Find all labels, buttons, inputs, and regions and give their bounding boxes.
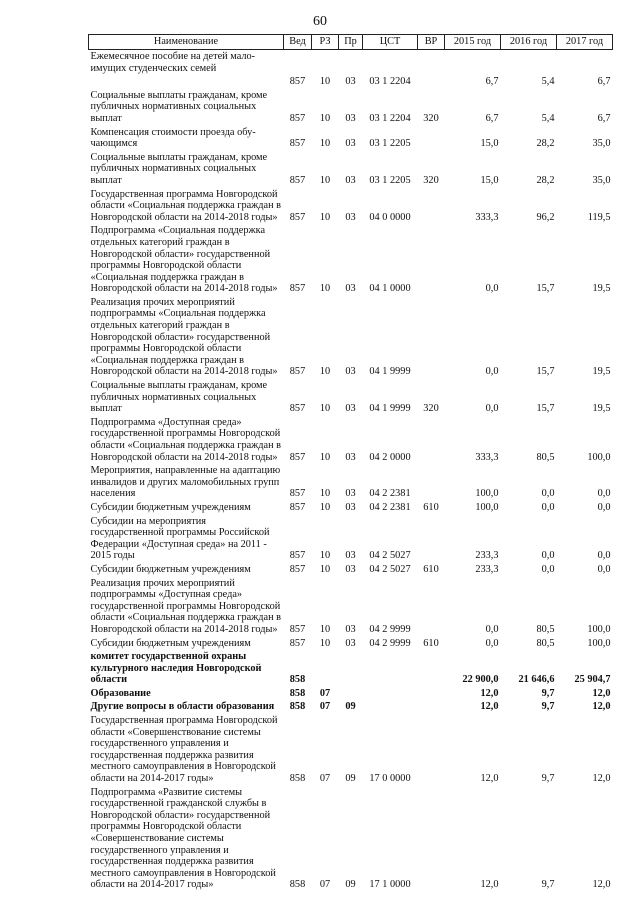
row-ved: 858	[289, 773, 306, 785]
row-rz: 10	[319, 623, 331, 635]
row-vr	[418, 224, 445, 296]
row-2015: 100,0	[475, 488, 499, 500]
row-2016: 15,7	[536, 366, 555, 378]
row-cst: 04 2 5027	[369, 550, 411, 562]
row-vr	[418, 50, 445, 76]
row-pr: 03	[345, 563, 356, 575]
row-cst	[363, 650, 418, 687]
row-cst: 04 2 0000	[369, 451, 411, 463]
row-ved: 857	[289, 211, 306, 223]
table-row	[89, 126, 613, 151]
row-ved: 857	[289, 563, 306, 575]
row-pr: 09	[345, 879, 356, 891]
column-header: ВР	[418, 35, 445, 50]
row-2015: 12,0	[480, 773, 499, 785]
row-name: Субсидии бюджетным учреждениям	[90, 637, 251, 649]
row-2015: 0,0	[485, 283, 499, 295]
row-2017: 100,0	[587, 451, 611, 463]
row-2016: 9,7	[541, 773, 555, 785]
row-vr	[418, 687, 445, 701]
column-header: Наименование	[89, 35, 284, 50]
row-ved: 858	[289, 879, 306, 891]
table-row	[89, 151, 613, 188]
row-vr: 320	[423, 112, 439, 124]
row-name: Ежемесячное пособие на детей мало-имущих студенческих семей	[90, 51, 256, 74]
row-ved: 857	[289, 403, 306, 415]
row-2015: 333,3	[475, 451, 499, 463]
row-2017: 12,0	[592, 687, 611, 699]
row-vr	[418, 416, 445, 464]
row-name: Государственная программа Новгородской области «Совершенствование системы государственного управления и государственная поддержка развития местного самоуправления в Новгородской области на 2014-2017 годы»	[90, 715, 278, 785]
row-rz: 07	[319, 879, 331, 891]
row-name: Компенсация стоимости проезда обу-чающимся	[90, 126, 256, 150]
row-rz: 10	[319, 403, 331, 415]
row-2015: 0,0	[485, 623, 499, 635]
table-row	[89, 188, 613, 225]
row-ved: 857	[289, 366, 306, 378]
row-cst	[363, 687, 418, 701]
row-pr	[339, 650, 363, 687]
row-ved: 858	[289, 701, 306, 713]
row-cst: 04 2 9999	[369, 637, 411, 649]
table-row	[89, 379, 613, 416]
row-pr: 03	[345, 76, 356, 88]
row-2017: 0,0	[597, 563, 611, 575]
row-ved: 857	[289, 623, 306, 635]
row-ved: 857	[289, 76, 306, 88]
row-ved: 857	[289, 550, 306, 562]
table-row	[89, 515, 613, 563]
column-header: РЗ	[312, 35, 339, 50]
row-2017: 19,5	[592, 403, 611, 415]
row-2017: 12,0	[592, 879, 611, 891]
row-pr: 03	[345, 366, 356, 378]
row-cst: 03 1 2205	[369, 174, 411, 186]
row-pr: 03	[345, 112, 356, 124]
row-name: Подпрограмма «Социальная поддержка отдельных категорий граждан в Новгородской области» государственной программы Новгородской области «Социальная поддержка граждан в Новгородской области на 2014-2018 годы»	[90, 225, 278, 295]
table-row	[89, 650, 613, 687]
row-2016: 0,0	[541, 550, 555, 562]
row-2015: 12,0	[480, 687, 499, 699]
row-pr: 09	[345, 773, 356, 785]
row-name: Социальные выплаты гражданам, кроме публичных нормативных социальных выплат	[90, 151, 268, 186]
row-vr: 610	[423, 501, 439, 513]
row-ved: 857	[289, 112, 306, 124]
row-2016: 28,2	[536, 138, 555, 150]
row-pr: 03	[345, 174, 356, 186]
row-rz: 07	[319, 687, 331, 699]
row-2015: 6,7	[485, 112, 499, 124]
row-vr: 610	[423, 563, 439, 575]
row-vr	[418, 577, 445, 637]
row-2015: 12,0	[480, 879, 499, 891]
row-pr: 03	[345, 550, 356, 562]
row-2017: 19,5	[592, 283, 611, 295]
row-2017	[557, 50, 613, 76]
table-row	[89, 416, 613, 464]
row-pr: 03	[345, 488, 356, 500]
row-2017: 6,7	[597, 76, 611, 88]
table-row	[89, 89, 613, 126]
row-2016: 15,7	[536, 403, 555, 415]
row-2017: 0,0	[597, 501, 611, 513]
row-ved: 857	[289, 174, 306, 186]
table-header-row	[89, 35, 613, 50]
row-2016: 21 646,6	[518, 674, 555, 686]
row-rz: 10	[319, 283, 331, 295]
row-2015: 0,0	[485, 366, 499, 378]
row-cst: 04 1 9999	[369, 366, 411, 378]
row-ved: 857	[289, 637, 306, 649]
row-2017: 0,0	[597, 550, 611, 562]
column-header: 2016 год	[501, 35, 557, 50]
row-cst	[363, 50, 418, 76]
row-rz: 10	[319, 366, 331, 378]
row-name: Мероприятия, направленные на адаптацию инвалидов и других маломобильных групп населения	[90, 465, 281, 500]
row-2016: 5,4	[541, 76, 555, 88]
row-2017: 12,0	[592, 701, 611, 713]
row-2015: 15,0	[480, 174, 499, 186]
column-header: 2017 год	[557, 35, 613, 50]
row-name	[89, 75, 284, 89]
row-cst	[363, 700, 418, 714]
row-2015: 22 900,0	[462, 674, 499, 686]
row-pr: 03	[345, 403, 356, 415]
row-rz: 10	[319, 501, 331, 513]
row-rz: 10	[319, 550, 331, 562]
table-row	[89, 700, 613, 714]
row-vr: 320	[423, 174, 439, 186]
row-rz: 07	[319, 773, 331, 785]
row-vr	[418, 126, 445, 151]
row-pr: 03	[345, 637, 356, 649]
row-2016: 0,0	[541, 501, 555, 513]
row-name: Субсидии бюджетным учреждениям	[90, 501, 251, 513]
row-rz: 10	[319, 451, 331, 463]
row-2016: 96,2	[536, 211, 555, 223]
row-2015: 6,7	[485, 76, 499, 88]
row-2015: 0,0	[485, 637, 499, 649]
column-header: ЦСТ	[363, 35, 418, 50]
row-2015: 233,3	[475, 550, 499, 562]
row-2017: 19,5	[592, 366, 611, 378]
row-ved: 857	[289, 138, 306, 150]
row-vr	[418, 515, 445, 563]
row-2015: 233,3	[475, 563, 499, 575]
row-vr: 610	[423, 637, 439, 649]
row-2016: 80,5	[536, 637, 555, 649]
row-rz: 10	[319, 211, 331, 223]
row-vr	[418, 786, 445, 892]
row-ved: 858	[289, 674, 306, 686]
row-name: комитет государственной охраны культурного наследия Новгородской области	[90, 651, 262, 686]
column-header: 2015 год	[445, 35, 501, 50]
row-2016	[501, 50, 557, 76]
row-2017: 25 904,7	[574, 674, 611, 686]
table-row	[89, 637, 613, 651]
row-cst: 03 1 2205	[369, 138, 411, 150]
table-row	[89, 224, 613, 296]
row-ved: 857	[289, 451, 306, 463]
row-name: Государственная программа Новгородской области «Социальная поддержка граждан в Новгородской области на 2014-2018 годы»	[90, 188, 282, 223]
row-vr: 320	[423, 403, 439, 415]
row-name: Реализация прочих мероприятий подпрограммы «Социальная поддержка отдельных категорий граждан в Новгородской области» государственной программы Новгородской области «Социальная поддержка граждан в Новгородской области на 2014-2018 годы»	[90, 296, 278, 378]
row-rz: 10	[319, 563, 331, 575]
row-name: Образование	[90, 687, 151, 699]
row-ved	[284, 50, 312, 76]
row-ved: 857	[289, 488, 306, 500]
budget-table	[88, 34, 613, 892]
table-row	[89, 714, 613, 786]
row-cst: 04 2 2381	[369, 501, 411, 513]
row-2015: 100,0	[475, 501, 499, 513]
row-rz: 10	[319, 174, 331, 186]
row-2017: 100,0	[587, 637, 611, 649]
row-2016: 9,7	[541, 687, 555, 699]
table-row	[89, 296, 613, 379]
row-name: Реализация прочих мероприятий подпрограммы «Доступная среда» государственной программы Новгородской области «Социальная поддержка граждан в Новгородской области на 2014-2018 годы»	[90, 577, 282, 635]
row-2017: 100,0	[587, 623, 611, 635]
row-pr: 03	[345, 451, 356, 463]
row-2016: 80,5	[536, 451, 555, 463]
column-header: Пр	[339, 35, 363, 50]
table-row	[89, 75, 613, 89]
row-vr	[418, 714, 445, 786]
row-vr	[418, 296, 445, 379]
row-pr	[339, 50, 363, 76]
row-2015: 0,0	[485, 403, 499, 415]
row-2015: 333,3	[475, 211, 499, 223]
row-cst: 03 1 2204	[369, 112, 411, 124]
row-rz: 10	[319, 637, 331, 649]
row-2016: 0,0	[541, 563, 555, 575]
row-name: Подпрограмма «Развитие системы государственной гражданской службы в Новгородской области» государственной программы Новгородской области «Совершенствование системы государственного управления и государственная поддержка развития местного самоуправления в Новгородской области на 2014-2017 годы»	[90, 786, 276, 891]
row-cst: 04 1 9999	[369, 403, 411, 415]
row-pr: 03	[345, 283, 356, 295]
row-vr	[418, 75, 445, 89]
row-cst: 03 1 2204	[369, 76, 411, 88]
row-cst: 04 2 5027	[369, 563, 411, 575]
row-pr: 09	[345, 701, 356, 713]
row-2016: 80,5	[536, 623, 555, 635]
row-rz: 07	[319, 701, 331, 713]
row-rz: 10	[319, 138, 331, 150]
column-header: Вед	[284, 35, 312, 50]
table-body	[89, 50, 613, 892]
table-row	[89, 687, 613, 701]
row-pr: 03	[345, 138, 356, 150]
row-cst: 04 2 2381	[369, 488, 411, 500]
row-ved: 857	[289, 501, 306, 513]
row-cst: 17 0 0000	[369, 773, 411, 785]
row-2015	[445, 50, 501, 76]
row-2015: 12,0	[480, 701, 499, 713]
row-vr	[418, 700, 445, 714]
row-2017: 12,0	[592, 773, 611, 785]
table-row	[89, 501, 613, 515]
row-vr	[418, 188, 445, 225]
table-row	[89, 577, 613, 637]
row-2016: 5,4	[541, 112, 555, 124]
row-rz: 10	[319, 76, 331, 88]
page-number: 60	[313, 14, 327, 29]
row-2016: 28,2	[536, 174, 555, 186]
row-pr: 03	[345, 211, 356, 223]
row-vr	[418, 464, 445, 501]
row-2015: 15,0	[480, 138, 499, 150]
row-rz: 10	[319, 488, 331, 500]
row-pr: 03	[345, 623, 356, 635]
row-ved: 857	[289, 283, 306, 295]
row-name: Субсидии бюджетным учреждениям	[90, 563, 251, 575]
row-2017: 35,0	[592, 138, 611, 150]
table-row	[89, 50, 613, 76]
row-2017: 6,7	[597, 112, 611, 124]
row-pr	[339, 687, 363, 701]
row-2016: 9,7	[541, 879, 555, 891]
row-name: Социальные выплаты гражданам, кроме публичных нормативных социальных выплат	[90, 380, 268, 415]
table-row	[89, 563, 613, 577]
table-row	[89, 786, 613, 892]
row-2016: 9,7	[541, 701, 555, 713]
row-rz: 10	[319, 112, 331, 124]
row-cst: 04 1 0000	[369, 283, 411, 295]
row-name: Субсидии на мероприятия государственной программы Российской Федерации «Доступная среда» на 2011 - 2015 годы	[90, 515, 270, 562]
row-2016: 0,0	[541, 488, 555, 500]
row-vr	[418, 650, 445, 687]
row-rz	[312, 650, 339, 687]
row-cst: 04 2 9999	[369, 623, 411, 635]
row-2017: 119,5	[587, 211, 611, 223]
row-2017: 35,0	[592, 174, 611, 186]
table-row	[89, 464, 613, 501]
row-name: Социальные выплаты гражданам, кроме публичных нормативных социальных выплат	[90, 89, 268, 124]
row-2016: 15,7	[536, 283, 555, 295]
row-name: Подпрограмма «Доступная среда» государственной программы Новгородской области «Социальная поддержка граждан в Новгородской области на 2014-2018 годы»	[90, 416, 282, 463]
row-ved: 858	[289, 687, 306, 699]
row-cst: 17 1 0000	[369, 879, 411, 891]
row-name: Другие вопросы в области образования	[90, 701, 275, 713]
row-rz	[312, 50, 339, 76]
row-2017: 0,0	[597, 488, 611, 500]
row-cst: 04 0 0000	[369, 211, 411, 223]
row-pr: 03	[345, 501, 356, 513]
